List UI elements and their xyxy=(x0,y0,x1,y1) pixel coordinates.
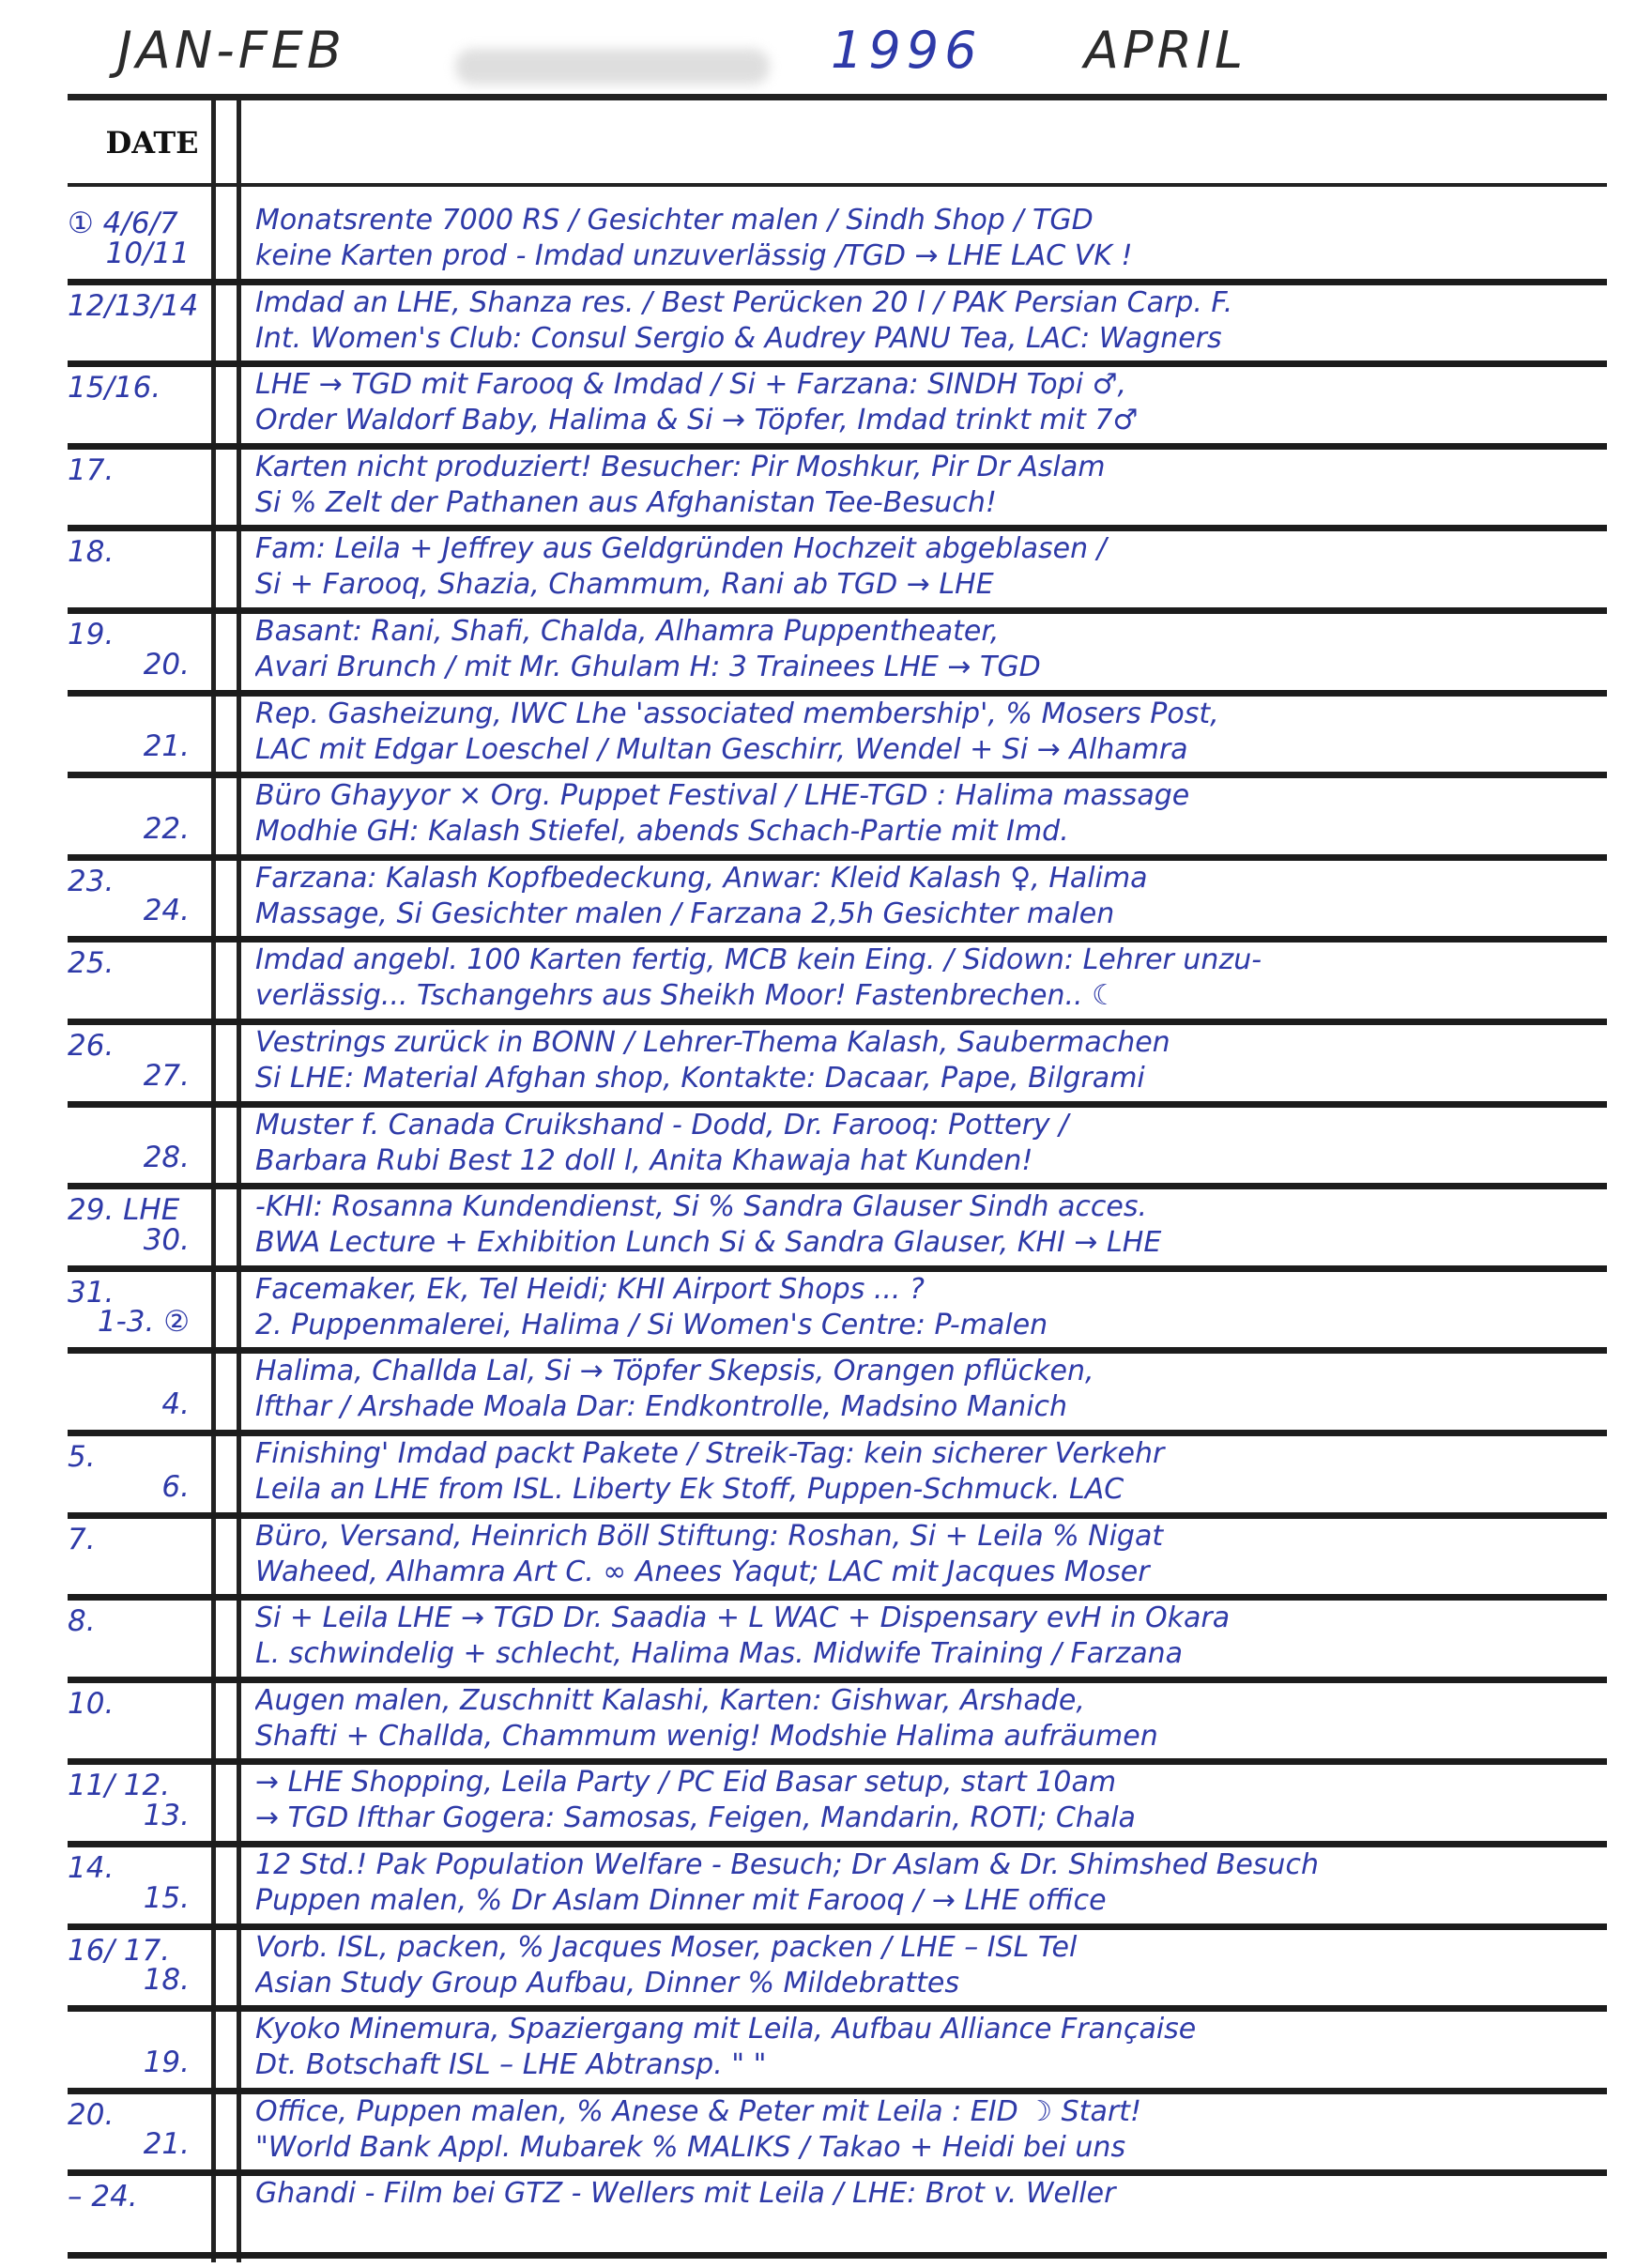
date-cell xyxy=(68,937,208,1019)
diary-row xyxy=(68,1842,1607,1924)
entry-cell xyxy=(255,614,1598,685)
entry-cell xyxy=(255,367,1598,438)
date-cell xyxy=(68,444,208,527)
date-secondary: 10/11 xyxy=(105,236,190,270)
entry-cell xyxy=(255,531,1598,603)
diary-row xyxy=(68,1266,1607,1349)
date-primary: 19. xyxy=(68,618,115,651)
date-primary: 14. xyxy=(68,1851,115,1885)
entry-line: verlässig... Tschangehrs aus Sheikh Moor! Fastenbrechen.. ☾ xyxy=(255,979,1118,1013)
entry-line: Finishing' Imdad packt Pakete / Streik-Tag: kein sicherer Verkehr xyxy=(255,1437,1165,1470)
entry-line: keine Karten prod - Imdad unzuverlässig /TGD → LHE LAC VK ! xyxy=(255,239,1133,272)
diary-row xyxy=(68,2170,1607,2253)
entry-line: Vorb. ISL, packen, % Jacques Moser, packen / LHE – ISL Tel xyxy=(255,1930,1078,1964)
entry-cell xyxy=(255,1108,1598,1179)
entry-cell xyxy=(255,285,1598,357)
entry-line: BWA Lecture + Exhibition Lunch Si & Sandra Glauser, KHI → LHE xyxy=(255,1226,1162,1260)
entry-line: Massage, Si Gesichter malen / Farzana 2,5h Gesichter malen xyxy=(255,896,1115,930)
diary-sheet xyxy=(68,94,1607,2262)
diary-row xyxy=(68,691,1607,774)
header-left: JAN-FEB xyxy=(117,21,345,80)
entry-line: L. schwindelig + schlecht, Halima Mas. Midwife Training / Farzana xyxy=(255,1637,1184,1671)
entry-line: Puppen malen, % Dr Aslam Dinner mit Farooq / → LHE office xyxy=(255,1884,1107,1917)
diary-row xyxy=(68,2006,1607,2089)
entry-cell xyxy=(255,1683,1598,1755)
entry-line: Int. Women's Club: Consul Sergio & Audrey PANU Tea, LAC: Wagners xyxy=(255,321,1222,355)
date-column-header: DATE xyxy=(105,125,199,161)
entry-cell xyxy=(255,2094,1598,2166)
diary-row xyxy=(68,1759,1607,1842)
date-secondary: 18. xyxy=(143,1963,190,1998)
entry-line: Augen malen, Zuschnitt Kalashi, Karten: Gishwar, Arshade, xyxy=(255,1683,1085,1717)
entry-cell xyxy=(255,1519,1598,1590)
date-primary: – 24. xyxy=(68,2180,138,2214)
date-cell xyxy=(68,1513,208,1596)
entry-line: Si % Zelt der Pathanen aus Afghanistan Tee-Besuch! xyxy=(255,485,997,519)
entry-line: Muster f. Canada Cruikshand - Dodd, Dr. Farooq: Pottery / xyxy=(255,1108,1069,1142)
entry-line: Waheed, Alhamra Art C. ∞ Anees Yaqut; LAC mit Jacques Moser xyxy=(255,1555,1150,1588)
entry-cell xyxy=(255,778,1598,850)
entry-line: "World Bank Appl. Mubarek % MALIKS / Takao + Heidi bei uns xyxy=(255,2130,1126,2164)
diary-row xyxy=(68,444,1607,527)
date-primary: 11/ 12. xyxy=(68,1769,171,1803)
date-secondary: 6. xyxy=(161,1469,190,1504)
date-cell xyxy=(68,1184,208,1266)
date-cell xyxy=(68,2089,208,2171)
row-rule xyxy=(68,2252,1607,2259)
date-secondary: 1-3. ② xyxy=(97,1305,190,1340)
date-secondary: 13. xyxy=(143,1798,190,1832)
date-primary: 8. xyxy=(68,1604,96,1639)
entry-line: Imdad angebl. 100 Karten fertig, MCB kein Eing. / Sidown: Lehrer unzu- xyxy=(255,943,1262,977)
entry-line: Si + Leila LHE → TGD Dr. Saadia + L WAC + Dispensary evH in Okara xyxy=(255,1601,1231,1635)
entry-line: Ghandi - Film bei GTZ - Wellers mit Leila / LHE: Brot v. Weller xyxy=(255,2177,1116,2211)
date-secondary: 15. xyxy=(143,1880,190,1915)
entry-line: → LHE Shopping, Leila Party / PC Eid Basar setup, start 10am xyxy=(255,1766,1117,1800)
diary-row xyxy=(68,1678,1607,1760)
date-primary: 17. xyxy=(68,452,115,487)
entry-cell xyxy=(255,1025,1598,1096)
entry-line: Imdad an LHE, Shanza res. / Best Perücken 20 l / PAK Persian Carp. F. xyxy=(255,285,1233,319)
date-cell xyxy=(68,1019,208,1102)
diary-row xyxy=(68,1431,1607,1513)
diary-row xyxy=(68,1102,1607,1185)
diary-row xyxy=(68,937,1607,1019)
diary-row xyxy=(68,1924,1607,2007)
entry-cell xyxy=(255,1189,1598,1261)
entry-cell xyxy=(255,203,1598,274)
date-secondary: 4. xyxy=(161,1387,190,1421)
diary-row xyxy=(68,1184,1607,1266)
date-primary: ① 4/6/7 xyxy=(68,207,178,240)
date-cell xyxy=(68,1266,208,1349)
entry-line: Barbara Rubi Best 12 doll l, Anita Khawaja hat Kunden! xyxy=(255,1143,1033,1177)
entry-cell xyxy=(255,1847,1598,1919)
entry-cell xyxy=(255,450,1598,521)
top-rule xyxy=(68,94,1607,100)
header-rule xyxy=(68,183,1607,187)
date-primary: 5. xyxy=(68,1440,96,1474)
entry-line: Si LHE: Material Afghan shop, Kontakte: Dacaar, Pape, Bilgrami xyxy=(255,1062,1145,1095)
date-cell xyxy=(68,608,208,691)
date-primary: 18. xyxy=(68,535,115,570)
entry-line: Asian Study Group Aufbau, Dinner % Mildebrattes xyxy=(255,1966,959,2000)
date-secondary: 21. xyxy=(143,729,190,764)
diary-row xyxy=(68,280,1607,362)
entry-line: Rep. Gasheizung, IWC Lhe 'associated membership', % Mosers Post, xyxy=(255,697,1219,730)
redaction-smudge xyxy=(455,49,770,84)
date-secondary: 21. xyxy=(143,2127,190,2162)
date-cell xyxy=(68,1759,208,1842)
entry-line: Monatsrente 7000 RS / Gesichter malen / Sindh Shop / TGD xyxy=(255,204,1094,237)
entry-cell xyxy=(255,2012,1598,2083)
date-cell xyxy=(68,526,208,608)
date-cell xyxy=(68,1348,208,1431)
entry-line: Büro Ghayyor × Org. Puppet Festival / LHE-TGD : Halima massage xyxy=(255,779,1190,813)
diary-row xyxy=(68,2089,1607,2171)
diary-row xyxy=(68,361,1607,444)
entry-line: Ifthar / Arshade Moala Dar: Endkontrolle, Madsino Manich xyxy=(255,1390,1068,1424)
entry-line: Office, Puppen malen, % Anese & Peter mit Leila : EID ☽ Start! xyxy=(255,2094,1141,2128)
entry-line: LHE → TGD mit Farooq & Imdad / Si + Farzana: SINDH Topi ♂, xyxy=(255,368,1126,402)
date-cell xyxy=(68,1102,208,1185)
entry-line: Halima, Challda Lal, Si → Töpfer Skepsis, Orangen pflücken, xyxy=(255,1355,1094,1388)
date-cell xyxy=(68,280,208,362)
entry-line: Order Waldorf Baby, Halima & Si → Töpfer, Imdad trinkt mit 7♂ xyxy=(255,404,1139,437)
diary-row xyxy=(68,1595,1607,1678)
date-cell xyxy=(68,1431,208,1513)
entry-cell xyxy=(255,1272,1598,1343)
date-primary: 12/13/14 xyxy=(68,288,199,323)
entry-line: Dt. Botschaft ISL – LHE Abtransp. " " xyxy=(255,2048,767,2082)
entry-line: 2. Puppenmalerei, Halima / Si Women's Centre: P-malen xyxy=(255,1308,1048,1341)
diary-row xyxy=(68,855,1607,938)
date-secondary: 24. xyxy=(143,894,190,928)
diary-row xyxy=(68,1513,1607,1596)
entry-line: Büro, Versand, Heinrich Böll Stiftung: Roshan, Si + Leila % Nigat xyxy=(255,1519,1164,1553)
date-secondary: 27. xyxy=(143,1058,190,1093)
entry-line: Basant: Rani, Shafi, Chalda, Alhamra Puppentheater, xyxy=(255,615,1000,648)
entry-line: Si + Farooq, Shazia, Chammum, Rani ab TGD → LHE xyxy=(255,568,994,602)
date-secondary: 30. xyxy=(143,1222,190,1257)
entry-line: Kyoko Minemura, Spaziergang mit Leila, Aufbau Alliance Française xyxy=(255,2013,1197,2046)
entry-cell xyxy=(255,697,1598,768)
entry-line: LAC mit Edgar Loeschel / Multan Geschirr, Wendel + Si → Alhamra xyxy=(255,732,1188,766)
entry-cell xyxy=(255,1765,1598,1836)
date-cell xyxy=(68,1595,208,1678)
date-primary: 26. xyxy=(68,1029,115,1063)
entry-cell xyxy=(255,2176,1598,2212)
entry-line: Modhie GH: Kalash Stiefel, abends Schach-Partie mit Imd. xyxy=(255,815,1069,849)
date-primary: 23. xyxy=(68,864,115,898)
entry-line: Karten nicht produziert! Besucher: Pir Moshkur, Pir Dr Aslam xyxy=(255,450,1106,483)
diary-row xyxy=(68,526,1607,608)
date-primary: 25. xyxy=(68,946,115,981)
date-primary: 7. xyxy=(68,1522,96,1556)
entry-cell xyxy=(255,942,1598,1014)
entry-line: Farzana: Kalash Kopfbedeckung, Anwar: Kleid Kalash ♀, Halima xyxy=(255,861,1148,895)
date-cell xyxy=(68,2170,208,2253)
date-cell xyxy=(68,855,208,938)
diary-row xyxy=(68,1348,1607,1431)
date-primary: 16/ 17. xyxy=(68,1933,171,1968)
entry-cell xyxy=(255,1930,1598,2001)
date-primary: 20. xyxy=(68,2097,115,2132)
date-cell xyxy=(68,1842,208,1924)
date-primary: 29. LHE xyxy=(68,1193,180,1228)
date-cell xyxy=(68,1678,208,1760)
date-primary: 10. xyxy=(68,1686,115,1721)
date-cell xyxy=(68,691,208,774)
date-primary: 31. xyxy=(68,1275,115,1310)
date-secondary: 20. xyxy=(143,647,190,682)
entry-line: Vestrings zurück in BONN / Lehrer-Thema Kalash, Saubermachen xyxy=(255,1026,1170,1059)
entry-line: Shafti + Challda, Chammum wenig! Modshie Halima aufräumen xyxy=(255,1719,1158,1753)
entry-line: Leila an LHE from ISL. Liberty Ek Stoff, Puppen-Schmuck. LAC xyxy=(255,1473,1124,1506)
date-secondary: 28. xyxy=(143,1141,190,1175)
entry-line: Facemaker, Ek, Tel Heidi; KHI Airport Shops ... ? xyxy=(255,1272,925,1306)
diary-row xyxy=(68,197,1607,280)
header-right: APRIL xyxy=(1084,21,1247,80)
date-cell xyxy=(68,2006,208,2089)
entry-cell xyxy=(255,1601,1598,1672)
diary-row xyxy=(68,608,1607,691)
date-cell xyxy=(68,361,208,444)
diary-row xyxy=(68,773,1607,855)
date-secondary: 22. xyxy=(143,811,190,846)
date-cell xyxy=(68,197,208,280)
date-secondary: 19. xyxy=(143,2045,190,2079)
entry-line: → TGD Ifthar Gogera: Samosas, Feigen, Mandarin, ROTI; Chala xyxy=(255,1801,1136,1835)
header-year: 1996 xyxy=(831,21,983,80)
entry-line: Fam: Leila + Jeffrey aus Geldgründen Hochzeit abgeblasen / xyxy=(255,532,1107,566)
date-primary: 15/16. xyxy=(68,371,161,406)
entry-line: 12 Std.! Pak Population Welfare - Besuch; Dr Aslam & Dr. Shimshed Besuch xyxy=(255,1848,1319,1881)
entry-cell xyxy=(255,861,1598,932)
entry-cell xyxy=(255,1436,1598,1508)
date-cell xyxy=(68,1924,208,2007)
entry-line: -KHI: Rosanna Kundendienst, Si % Sandra Glauser Sindh acces. xyxy=(255,1190,1148,1224)
entry-cell xyxy=(255,1354,1598,1425)
entry-line: Avari Brunch / mit Mr. Ghulam H: 3 Trainees LHE → TGD xyxy=(255,651,1041,683)
diary-row xyxy=(68,1019,1607,1102)
date-cell xyxy=(68,773,208,855)
